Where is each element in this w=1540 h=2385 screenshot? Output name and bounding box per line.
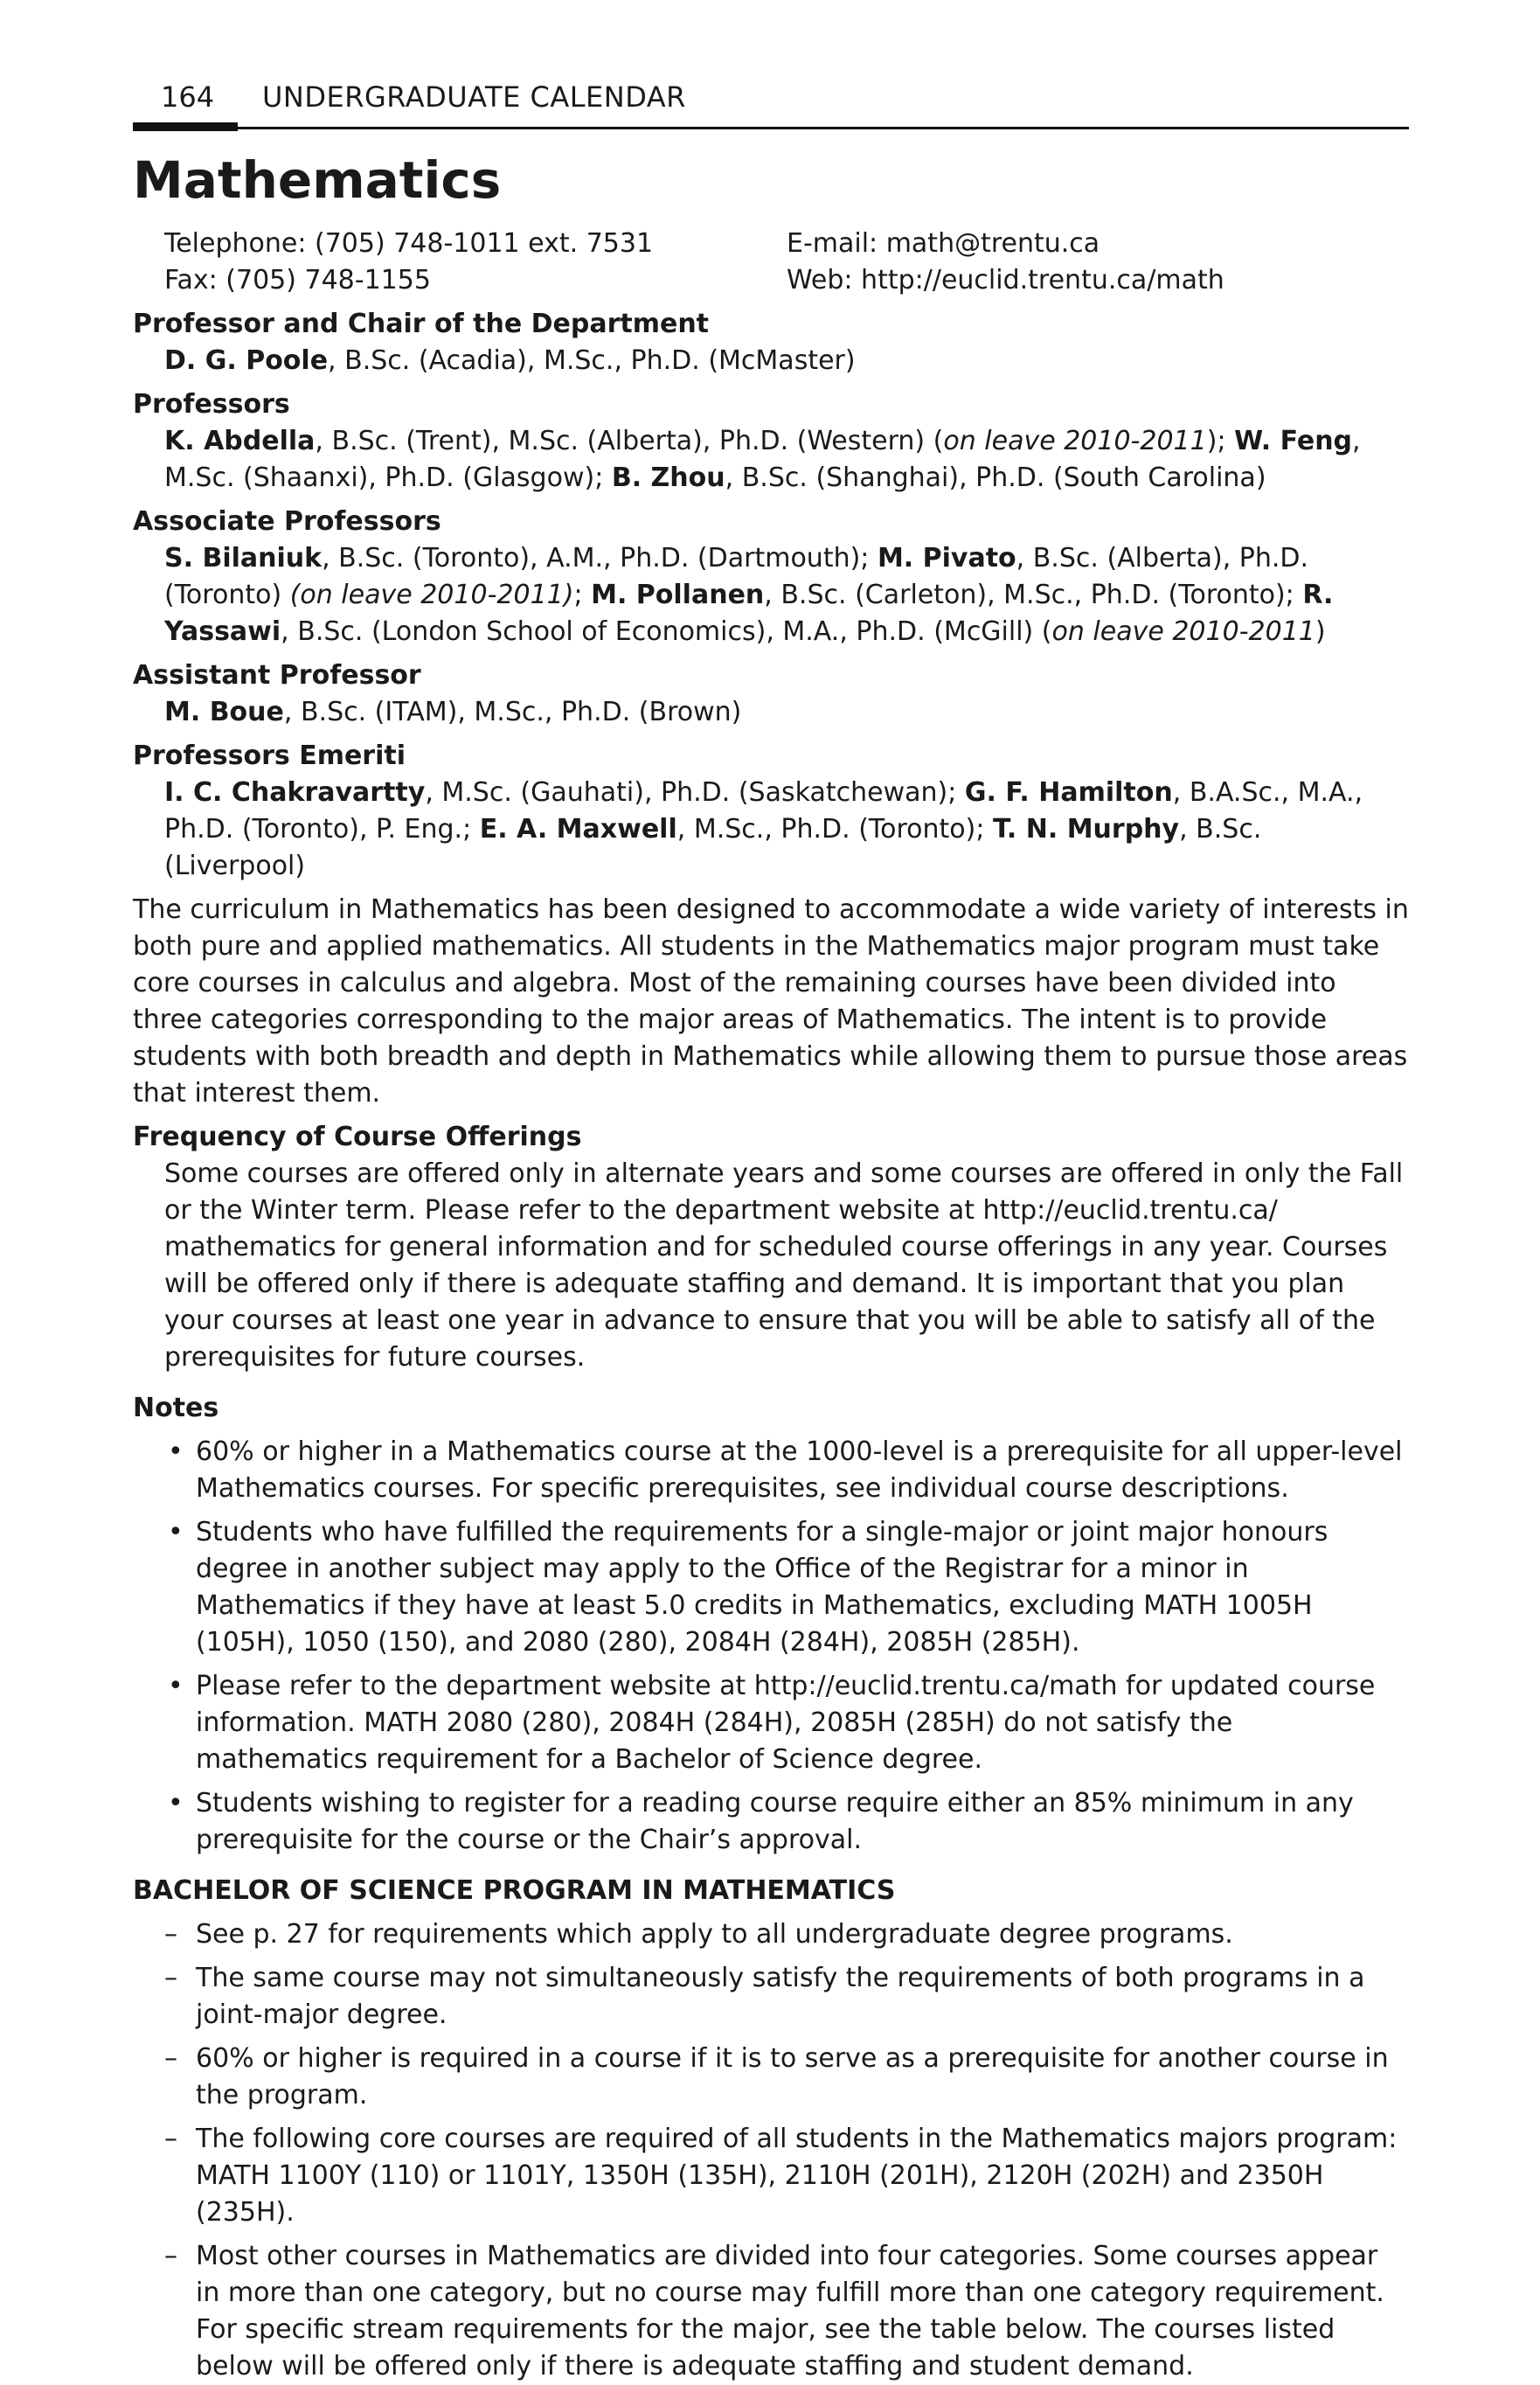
chair-creds: , B.Sc. (Acadia), M.Sc., Ph.D. (McMaster) — [328, 345, 856, 376]
email: E-mail: math@trentu.ca — [787, 228, 1100, 259]
faculty-name: M. Pollanen — [591, 580, 765, 610]
faculty-creds: , B.Sc. (Toronto), A.M., Ph.D. (Dartmouth); — [322, 543, 878, 574]
faculty-creds: , B.A.Sc., M.A., Ph.D. (Toronto), P. Eng.; — [164, 777, 1363, 845]
faculty-creds: , B.Sc. (Alberta), Ph.D. (Toronto) — [164, 543, 1309, 610]
faculty-creds: ; — [573, 580, 592, 610]
list-item: • 60% or higher in a Mathematics course at the 1000-level is a prerequisite for all upper-level Mathematics courses. For specific prerequisites, see individual course descriptions. — [133, 1434, 1409, 1507]
faculty-creds: ); — [1206, 426, 1235, 456]
faculty-creds: ) — [1315, 616, 1326, 647]
list-item: • Please refer to the department website at http://euclid.trentu.ca/math for updated course information. MATH 2080 (280), 2084H (284H), 2085H (285H) do not satisfy the mathematics requirement for a Bachelor of Science degree. — [133, 1668, 1409, 1778]
page-number: 164 — [161, 80, 215, 114]
emeriti-heading: Professors Emeriti — [133, 741, 406, 771]
assistant-entry — [133, 694, 1409, 731]
list-item: – The same course may not simultaneously satisfy the requirements of both programs in a joint-major degree. — [133, 1960, 1409, 2034]
intro-paragraph: The curriculum in Mathematics has been designed to accommodate a wide variety of interests in both pure and applied mathematics. All students in the Mathematics major program must take core courses in calculus and algebra. Most of the remaining courses have been divided into three categories corresponding to the major areas of Mathematics. The intent is to provide students with both breadth and depth in Mathematics while allowing them to pursue those areas that interest them. — [133, 894, 1409, 1109]
bsc-list — [133, 1916, 1409, 2385]
leave-note: (on leave 2010-2011) — [289, 580, 574, 610]
faculty-name: W. Feng — [1234, 426, 1353, 456]
faculty-creds: , B.Sc. (Trent), M.Sc. (Alberta), Ph.D. (Western) ( — [315, 426, 944, 456]
web: Web: http://euclid.trentu.ca/math — [787, 265, 1224, 296]
list-item: • Students wishing to register for a reading course require either an 85% minimum in any prerequisite for the course or the Chair’s approval. — [133, 1785, 1409, 1859]
chair-entry — [133, 343, 1409, 379]
faculty-name: B. Zhou — [611, 462, 725, 493]
page-content — [133, 226, 1409, 2385]
notes-heading: Notes — [133, 1393, 219, 1423]
frequency-heading: Frequency of Course Offerings — [133, 1122, 582, 1152]
associate-heading: Associate Professors — [133, 506, 441, 537]
faculty-creds: , M.Sc., Ph.D. (Toronto); — [676, 814, 993, 845]
assistant-heading: Assistant Professor — [133, 660, 421, 691]
faculty-name: T. N. Murphy — [993, 814, 1180, 845]
associate-entry — [133, 540, 1409, 650]
faculty-creds: , M.Sc. (Shaanxi), Ph.D. (Glasgow); — [164, 426, 1361, 493]
faculty-creds: , B.Sc. (Liverpool) — [164, 814, 1262, 881]
header-rule — [133, 127, 1409, 129]
faculty-name: M. Boue — [164, 697, 284, 727]
list-item: – The following core courses are required of all students in the Mathematics majors program: MATH 1100Y (110) or 1101Y, 1350H (135H), 2110H (201H), 2120H (202H) and 2350H (235H). — [133, 2121, 1409, 2231]
contact-block — [133, 226, 1409, 299]
faculty-name: R. Yassawi — [164, 580, 1334, 647]
telephone: Telephone: (705) 748-1011 ext. 7531 — [164, 228, 654, 259]
faculty-name: S. Bilaniuk — [164, 543, 323, 574]
running-title: UNDERGRADUATE CALENDAR — [262, 80, 686, 114]
faculty-creds: , B.Sc. (Carleton), M.Sc., Ph.D. (Toronto); — [764, 580, 1303, 610]
page-title: Mathematics — [133, 150, 502, 210]
list-item: – See p. 27 for requirements which apply to all undergraduate degree programs. — [133, 1916, 1409, 1953]
leave-note: on leave 2010-2011 — [943, 426, 1207, 456]
list-item: – 60% or higher is required in a course if it is to serve as a prerequisite for another course in the program. — [133, 2041, 1409, 2114]
emeriti-entry — [133, 775, 1409, 885]
chair-heading: Professor and Chair of the Department — [133, 309, 710, 339]
frequency-text: Some courses are offered only in alternate years and some courses are offered in only the Fall or the Winter term. Please refer to the department website at http://euclid.trentu.ca/ mathematics for general information and for scheduled course offerings in any year. Courses will be offered only if there is adequate staffing and demand. It is important that you plan your courses at least one year in advance to ensure that you will be able to satisfy all of the prerequisites for future courses. — [164, 1158, 1404, 1373]
faculty-name: G. F. Hamilton — [964, 777, 1173, 808]
faculty-name: E. A. Maxwell — [479, 814, 677, 845]
leave-note: on leave 2010-2011 — [1051, 616, 1315, 647]
faculty-name: K. Abdella — [164, 426, 316, 456]
fax: Fax: (705) 748-1155 — [164, 265, 431, 296]
list-item: – Most other courses in Mathematics are divided into four categories. Some courses appear in more than one category, but no course may fulfill more than one category requirement. For specific stream requirements for the major, see the table below. The courses listed below will be offered only if there is adequate staffing and student demand. — [133, 2238, 1409, 2385]
faculty-creds: , B.Sc. (ITAM), M.Sc., Ph.D. (Brown) — [283, 697, 742, 727]
faculty-name: M. Pivato — [877, 543, 1016, 574]
faculty-creds: , B.Sc. (Shanghai), Ph.D. (South Carolina) — [725, 462, 1266, 493]
faculty-creds: , M.Sc. (Gauhati), Ph.D. (Saskatchewan); — [425, 777, 965, 808]
bsc-heading: BACHELOR OF SCIENCE PROGRAM IN MATHEMATICS — [133, 1875, 896, 1906]
chair-name: D. G. Poole — [164, 345, 329, 376]
faculty-name: I. C. Chakravartty — [164, 777, 426, 808]
professors-entry — [133, 423, 1409, 497]
list-item: • Students who have fulfilled the requirements for a single-major or joint major honours degree in another subject may apply to the Office of the Registrar for a minor in Mathematics if they have at least 5.0 credits in Mathematics, excluding MATH 1005H (105H), 1050 (150), and 2080 (280), 2084H (284H), 2085H (285H). — [133, 1514, 1409, 1661]
faculty-creds: , B.Sc. (London School of Economics), M.A., Ph.D. (McGill) ( — [281, 616, 1052, 647]
professors-heading: Professors — [133, 389, 290, 420]
notes-list — [133, 1434, 1409, 1859]
